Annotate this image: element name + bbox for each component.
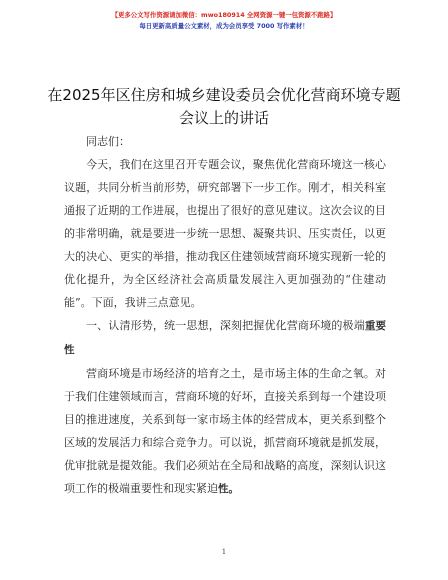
- paragraph-2-text: 营商环境是市场经济的培育之土，是市场主体的生命之氧。对于我们住建领域而言，营商环境的好坏，直接关系到每一个建设项目的推进速度，关系到每一家市场主体的经营成本，更关系到整个区域的发展活力和综合竞争力。可以说，抓营商环境就是抓发展，优审批就是提效能。我们必须站在全局和战略的高度，深刻认识这项工作的极端重要性和现实紧迫: [64, 367, 386, 495]
- paragraph-2: [64, 362, 386, 501]
- page-number: 1: [221, 548, 227, 556]
- promo-banner: [0, 10, 448, 32]
- document-body: [64, 130, 386, 501]
- document-title: 在2025年区住房和城乡建设委员会优化营商环境专题会议上的讲话: [47, 86, 401, 127]
- section-heading-1-text: 一、认清形势，统一思想，深刻把握优化营商环境的极端: [86, 319, 365, 332]
- section-heading-1: [64, 314, 386, 362]
- section-heading-1-bold: 重要性: [64, 320, 387, 356]
- salutation: 同志们：: [86, 135, 130, 148]
- paragraph-1: 今天，我们在这里召开专题会议，聚焦优化营商环境这一核心议题，共同分析当前形势，研究部署下一步工作。刚才，相关科室通报了近期的工作进展，也提出了很好的意见建议。这次会议的目的非常明确，就是要进一步统一思想、凝聚共识、压实责任，以更大的决心、更实的举措，推动我区住建领域营商环境实现新一轮的优化提升，为全区经济社会高质量发展注入更加强劲的“住建动能”。下面，我讲三点意见。: [64, 158, 386, 309]
- promo-banner-line-1: 【更多公文写作资源请加微信：mwo180914 全网资源一键一包资源不跑路】: [111, 11, 337, 19]
- promo-banner-line-2: 每日更新高质量公文素材，成为会员享受 7000 写作素材！: [139, 22, 309, 30]
- paragraph-2-bold: 性。: [218, 483, 239, 495]
